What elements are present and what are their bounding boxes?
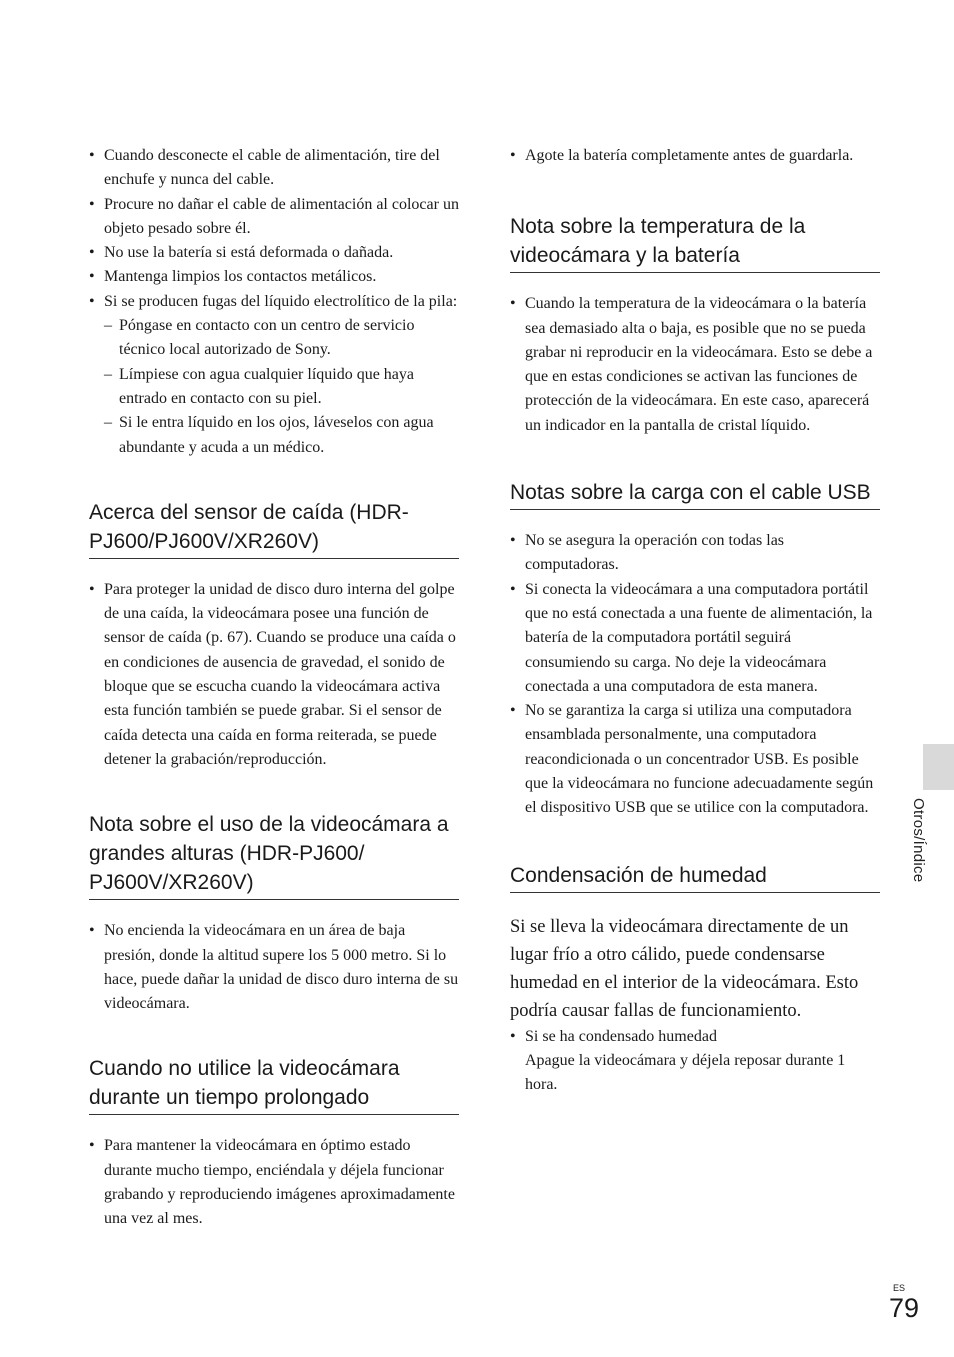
side-tab-label: Otros/Índice (910, 798, 927, 883)
list-item: • Para proteger la unidad de disco duro interna del golpe de una caída, la videocámara posee una función de sensor de caída (p. 67). Cuando se produce una caída o en condiciones de ausencia de gravedad, el sonido de bloque que se escucha cuando la videocámara activa esta función también se puede grabar. Si el sensor de caída detecta una caída en forma reiterada, se puede detener la grabación/reproducción. (89, 578, 459, 772)
section-heading-temperature: Nota sobre la temperatura de la videocámara y la batería (510, 212, 880, 273)
list-item-text: Si se producen fugas del líquido electrolítico de la pila: (104, 292, 458, 310)
section-heading-usb-charging: Notas sobre la carga con el cable USB (510, 478, 880, 510)
list-item: • Cuando la temperatura de la videocámara o la batería sea demasiado alta o baja, es posible que no se pueda grabar ni reproducir en la videocámara. Esto se debe a que en estas condiciones se activan las funciones de protección de la videocámara. En este caso, aparecerá un indicador en la pantalla de cristal líquido. (510, 292, 880, 438)
long-storage-list (89, 1134, 459, 1231)
drop-sensor-list (89, 578, 459, 772)
list-item: • No use la batería si está deformada o dañada. (89, 241, 459, 265)
usb-charging-list (510, 529, 880, 821)
sub-list-item: – Póngase en contacto con un centro de servicio técnico local autorizado de Sony. (104, 314, 459, 363)
temperature-list (510, 292, 880, 438)
page-number: 79 (889, 1293, 920, 1323)
condensation-list (510, 1025, 880, 1098)
sub-list-item: – Si le entra líquido en los ojos, láveselos con agua abundante y acuda a un médico. (104, 411, 459, 460)
high-altitude-list (89, 919, 459, 1016)
list-item: • Mantenga limpios los contactos metálicos. (89, 265, 459, 289)
list-item: • No se asegura la operación con todas las computadoras. (510, 529, 880, 578)
right-column (510, 144, 880, 1098)
leak-sublist (104, 314, 459, 460)
list-item: • No encienda la videocámara en un área de baja presión, donde la altitud supere los 5 000 metro. Si lo hace, puede dañar la unidad de disco duro interna de su videocámara. (89, 919, 459, 1016)
list-item (89, 290, 459, 460)
section-heading-condensation: Condensación de humedad (510, 861, 880, 893)
list-item: • Agote la batería completamente antes de guardarla. (510, 144, 880, 168)
power-cable-list (89, 144, 459, 460)
section-heading-long-storage: Cuando no utilice la videocámara durante un tiempo prolongado (89, 1054, 459, 1115)
language-code: ES (893, 1283, 906, 1293)
list-item: • Para mantener la videocámara en óptimo estado durante mucho tiempo, enciéndala y déjela funcionar grabando y reproduciendo imágenes aproximadamente una vez al mes. (89, 1134, 459, 1231)
list-item: • No se garantiza la carga si utiliza una computadora ensamblada personalmente, una computadora reacondicionada o un concentrador USB. Es posible que la videocámara no funcione adecuadamente según el dispositivo USB que se utilice con la computadora. (510, 699, 880, 820)
list-item: • Procure no dañar el cable de alimentación al colocar un objeto pesado sobre él. (89, 193, 459, 242)
section-heading-drop-sensor: Acerca del sensor de caída (HDR-PJ600/PJ600V/XR260V) (89, 498, 459, 559)
section-heading-high-altitude: Nota sobre el uso de la videocámara a grandes alturas (HDR-PJ600/ PJ600V/XR260V) (89, 810, 459, 900)
list-item (510, 1025, 880, 1098)
battery-storage-list (510, 144, 880, 168)
list-item: • Cuando desconecte el cable de alimentación, tire del enchufe y nunca del cable. (89, 144, 459, 193)
sub-list-item: – Límpiese con agua cualquier líquido que haya entrado en contacto con su piel. (104, 363, 459, 412)
list-item: • Si conecta la videocámara a una computadora portátil que no está conectada a una fuente de alimentación, la batería de la computadora portátil seguirá consumiendo su carga. No deje la videocámara conectada a una computadora de esta manera. (510, 578, 880, 699)
section-tab-marker (923, 744, 954, 790)
left-column (89, 144, 459, 1232)
list-item-title: Si se ha condensado humedad (525, 1027, 717, 1045)
condensation-paragraph: Si se lleva la videocámara directamente de un lugar frío a otro cálido, puede condensarse humedad en el interior de la videocámara. Esto podría causar fallas de funcionamiento. (510, 916, 859, 1021)
list-item-text: Apague la videocámara y déjela reposar durante 1 hora. (525, 1051, 846, 1094)
